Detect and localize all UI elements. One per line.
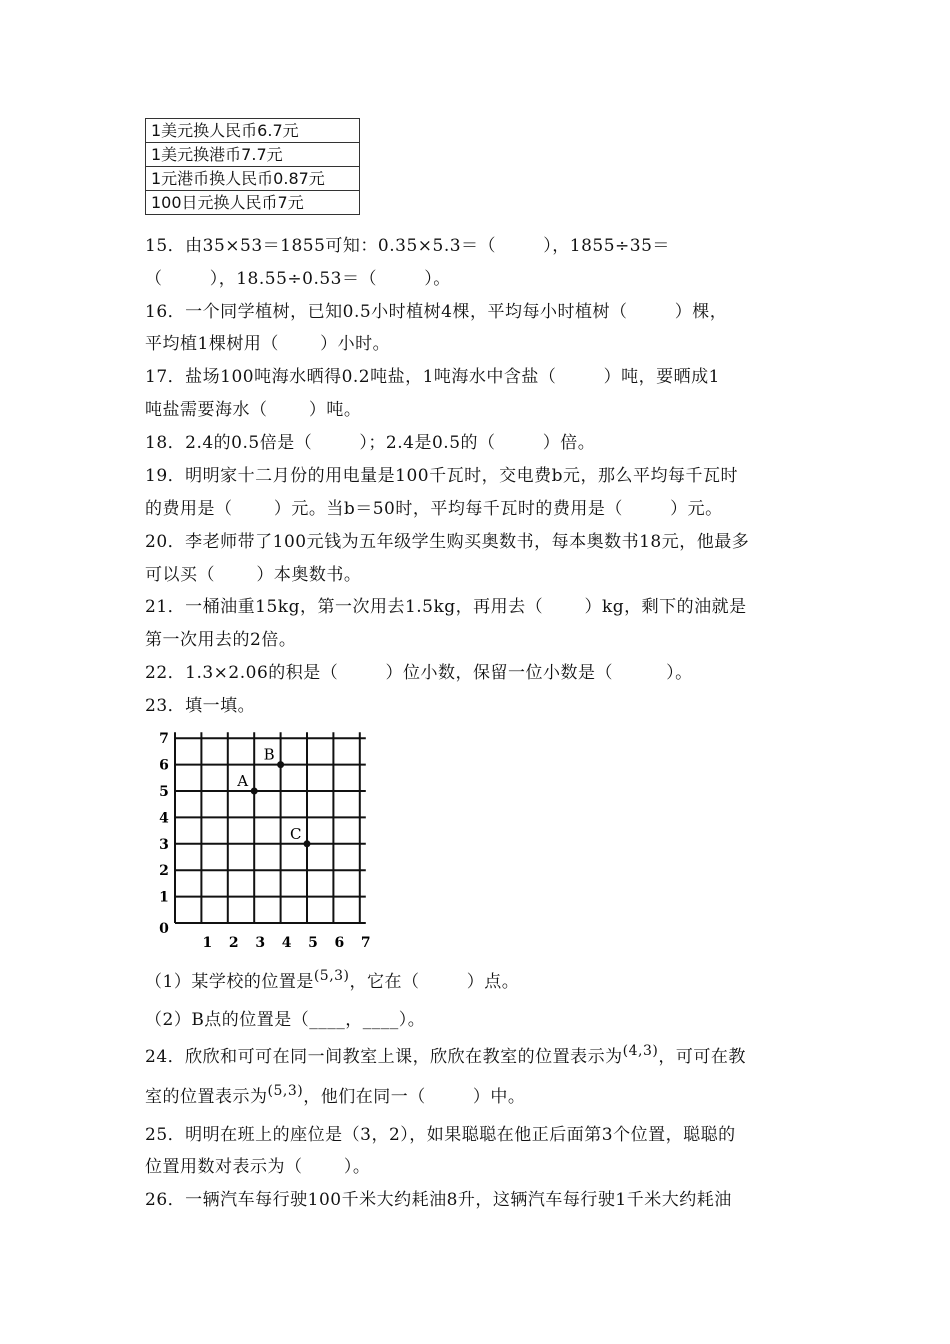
x-tick-label: 6 xyxy=(334,935,345,951)
x-tick-label: 1 xyxy=(202,935,213,951)
text-span: 室的位置表示为 xyxy=(145,1087,268,1107)
y-tick-label: 7 xyxy=(159,731,169,748)
question-26: 26．一辆汽车每行驶100千米大约耗油8升，这辆汽车每行驶1千米大约耗油 xyxy=(145,1190,732,1210)
point-a xyxy=(251,788,258,795)
question-19-line-1: 19．明明家十二月份的用电量是100千瓦时，交电费b元，那么平均每千瓦时 xyxy=(145,466,738,486)
table-row xyxy=(146,167,360,191)
table-cell: 1美元换港币7.7元 xyxy=(146,143,360,167)
coordinate-pair: (5,3) xyxy=(267,1083,304,1099)
question-21-line-2: 第一次用去的2倍。 xyxy=(145,630,297,650)
question-25-line-1: 25．明明在班上的座位是（3，2），如果聪聪在他正后面第3个位置，聪聪的 xyxy=(145,1125,736,1145)
point-label: B xyxy=(263,745,275,764)
point-label: A xyxy=(237,772,249,790)
table-row xyxy=(146,143,360,167)
question-20-line-2: 可以买（ ）本奥数书。 xyxy=(145,565,362,585)
text-span: ，他们在同一（ ）中。 xyxy=(303,1087,526,1107)
text-span: 24．欣欣和可可在同一间教室上课，欣欣在教室的位置表示为 xyxy=(145,1047,623,1067)
origin-label: 0 xyxy=(159,921,169,937)
y-tick-label: 4 xyxy=(159,810,169,827)
question-17-line-1: 17．盐场100吨海水晒得0.2吨盐，1吨海水中含盐（ ）吨，要晒成1 xyxy=(145,367,720,387)
table-cell: 100日元换人民币7元 xyxy=(146,191,360,215)
question-23: 23．填一填。 xyxy=(145,696,256,716)
text-span: （1）某学校的位置是 xyxy=(145,972,314,992)
question-25-line-2: 位置用数对表示为（ ）。 xyxy=(145,1157,371,1177)
question-16-line-1: 16．一个同学植树，已知0.5小时植树4棵，平均每小时植树（ ）棵， xyxy=(145,302,728,322)
y-tick-label: 1 xyxy=(159,889,169,906)
question-23-part-2: （2）B点的位置是（____，____）。 xyxy=(145,1010,426,1030)
x-tick-label: 3 xyxy=(255,935,266,951)
y-tick-label: 6 xyxy=(159,757,169,774)
table-cell: 1元港币换人民币0.87元 xyxy=(146,167,360,191)
question-19-line-2: 的费用是（ ）元。当b＝50时，平均每千瓦时的费用是（ ）元。 xyxy=(145,499,723,519)
text-span: ，可可在教 xyxy=(658,1047,746,1067)
table-row xyxy=(146,119,360,143)
question-21-line-1: 21．一桶油重15kg，第一次用去1.5kg，再用去（ ）kg，剩下的油就是 xyxy=(145,597,747,617)
table-row xyxy=(146,191,360,215)
coordinate-pair: (5,3) xyxy=(313,968,350,984)
question-17-line-2: 吨盐需要海水（ ）吨。 xyxy=(145,400,362,420)
question-22: 22．1.3×2.06的积是（ ）位小数，保留一位小数是（ ）。 xyxy=(145,663,693,683)
x-tick-label: 4 xyxy=(281,935,292,951)
table-cell: 1美元换人民币6.7元 xyxy=(146,119,360,143)
y-tick-label: 2 xyxy=(159,863,169,880)
y-tick-label: 3 xyxy=(159,836,169,853)
question-15-line-1: 15．由35×53＝1855可知：0.35×5.3＝（ ），1855÷35＝ xyxy=(145,236,670,256)
text-span: ，它在（ ）点。 xyxy=(349,972,520,992)
question-20-line-1: 20．李老师带了100元钱为五年级学生购买奥数书，每本奥数书18元，他最多 xyxy=(145,532,750,552)
question-24-line-1 xyxy=(145,1045,746,1070)
exchange-rate-table xyxy=(145,118,360,215)
question-16-line-2: 平均植1棵树用（ ）小时。 xyxy=(145,334,391,354)
question-18: 18．2.4的0.5倍是（ ）；2.4是0.5的（ ）倍。 xyxy=(145,433,596,453)
point-b xyxy=(277,761,284,768)
question-15-line-2: （ ），18.55÷0.53＝（ ）。 xyxy=(145,269,451,289)
question-23-part-1 xyxy=(145,970,519,995)
point-label: C xyxy=(290,824,302,843)
x-tick-label: 7 xyxy=(360,935,371,951)
coordinate-grid xyxy=(150,720,380,952)
question-24-line-2 xyxy=(145,1085,525,1110)
grid-points xyxy=(236,746,310,848)
y-tick-label: 5 xyxy=(159,784,169,800)
point-c xyxy=(304,840,311,847)
coordinate-pair: (4,3) xyxy=(622,1043,659,1059)
x-tick-label: 2 xyxy=(228,935,239,951)
x-tick-label: 5 xyxy=(308,935,318,951)
